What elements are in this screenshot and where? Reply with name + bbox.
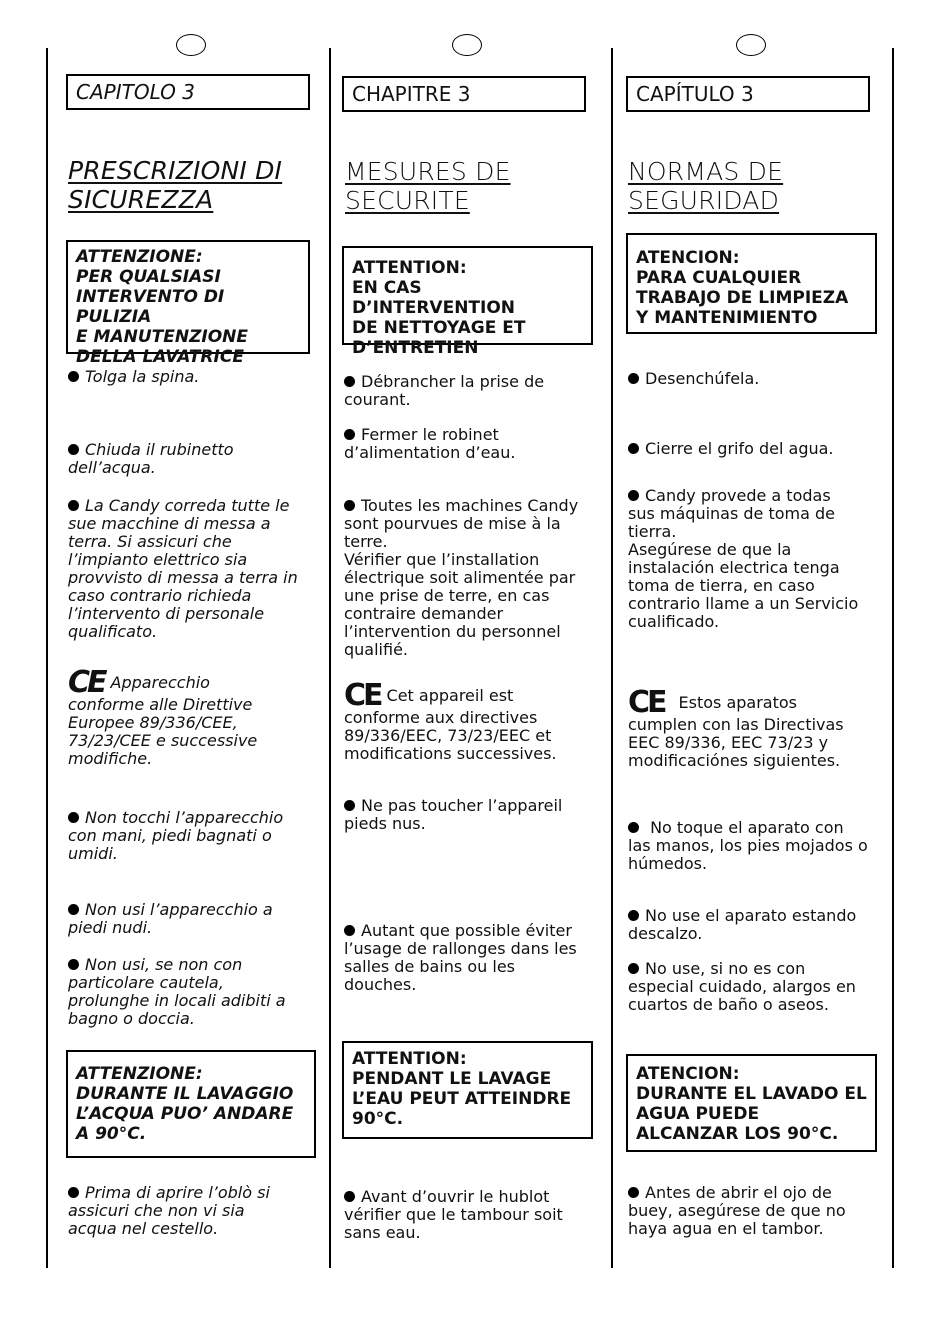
chapter-heading: CAPÍTULO 3 [626,76,870,112]
instruction-wet-hands: No toque el aparato con las manos, los pies mojados o húmedos. [628,818,868,873]
bullet-icon [344,500,355,511]
bullet-icon [344,376,355,387]
language-flag-circle [176,34,206,56]
bullet-icon [68,904,79,915]
instruction-unplug: Débrancher la prise de courant. [344,372,545,409]
bullet-icon [628,490,639,501]
warning-box-cleaning: ATTENTION: EN CAS D’INTERVENTION DE NETTOYAGE ET D’ENTRETIEN [342,246,593,345]
instruction-earthing: Candy provede a todas sus máquinas de toma de tierra. Asegúrese de que la instalación electrica tenga toma de tierra, en caso contrario llame a un Servicio cualificado. [628,486,859,631]
instruction-extensions: No use, si no es con especial cuidado, alargos en cuartos de baño o aseos. [628,959,856,1014]
instruction-close-tap: Chiuda il rubinetto dell’acqua. [68,440,234,477]
bullet-icon [344,429,355,440]
column-divider-left [46,48,48,1268]
instruction-unplug: Tolga la spina. [68,368,199,386]
bullet-icon [628,373,639,384]
bullet-icon [68,959,79,970]
instruction-open-door: Antes de abrir el ojo de buey, asegúrese de que no haya agua en el tambor. [628,1183,846,1238]
column-divider-1 [329,48,331,1268]
warning-box-temperature: ATENCION: DURANTE EL LAVADO EL AGUA PUEDE ALCANZAR LOS 90°C. [626,1054,877,1152]
bullet-icon [628,910,639,921]
instruction-bare-feet: No use el aparato estando descalzo. [628,906,857,943]
ce-compliance: CE Cet appareil est conforme aux directives 89/336/EEC, 73/23/EEC et modifications successives. [344,678,557,763]
language-flag-circle [452,34,482,56]
bullet-icon [628,1187,639,1198]
column-divider-right [892,48,894,1268]
bullet-icon [68,500,79,511]
bullet-icon [68,1187,79,1198]
chapter-heading: CHAPITRE 3 [342,76,586,112]
bullet-icon [344,1191,355,1202]
instruction-bare-feet: Ne pas toucher l’appareil pieds nus. [344,796,563,833]
instruction-earthing: La Candy correda tutte le sue macchine di messa a terra. Si assicuri che l’impianto elettrico sia provvisto di messa a terra in caso contrario richieda l’intervento di personale qualificato. [68,496,298,641]
section-title: PRESCRIZIONI DI SICUREZZA [68,156,283,214]
bullet-icon [68,371,79,382]
instruction-open-door: Prima di aprire l’oblò si assicuri che non vi sia acqua nel cestello. [68,1183,270,1238]
warning-box-cleaning: ATTENZIONE: PER QUALSIASI INTERVENTO DI PULIZIA E MANUTENZIONE DELLA LAVATRICE [66,240,310,354]
section-title: NORMAS DE SEGURIDAD [628,157,784,215]
ce-compliance: CE Estos aparatos cumplen con las Directivas EEC 89/336, EEC 73/23 y modificaciónes siguientes. [628,685,844,770]
ce-compliance: CE Apparecchio conforme alle Direttive Europee 89/336/CEE, 73/23/CEE e successive modifiche. [68,665,258,768]
instruction-wet-hands: Non tocchi l’apparecchio con mani, piedi bagnati o umidi. [68,808,284,863]
instruction-close-tap: Cierre el grifo del agua. [628,440,834,458]
warning-box-temperature: ATTENZIONE: DURANTE IL LAVAGGIO L’ACQUA PUO’ ANDARE A 90°C. [66,1050,316,1158]
bullet-icon [68,812,79,823]
ce-mark-icon: CE [628,685,665,720]
bullet-icon [628,822,639,833]
bullet-icon [628,443,639,454]
chapter-heading: CAPITOLO 3 [66,74,310,110]
column-divider-2 [611,48,613,1268]
ce-mark-icon: CE [68,665,105,700]
instruction-open-door: Avant d’ouvrir le hublot vérifier que le tambour soit sans eau. [344,1187,563,1242]
bullet-icon [628,963,639,974]
instruction-earthing: Toutes les machines Candy sont pourvues de mise à la terre. Vérifier que l’installation électrique soit alimentée par une prise de terre, en cas contraire demander l’intervention du personnel qualifié. [344,496,579,659]
section-title: MESURES DE SECURITE [345,157,511,215]
bullet-icon [344,925,355,936]
bullet-icon [344,800,355,811]
warning-box-cleaning: ATENCION: PARA CUALQUIER TRABAJO DE LIMPIEZA Y MANTENIMIENTO [626,233,877,334]
instruction-bare-feet: Non usi l’apparecchio a piedi nudi. [68,900,273,937]
instruction-extensions: Non usi, se non con particolare cautela, prolunghe in locali adibiti a bagno o doccia. [68,955,286,1028]
bullet-icon [68,444,79,455]
instruction-extensions: Autant que possible éviter l’usage de rallonges dans les salles de bains ou les douches. [344,921,577,994]
language-flag-circle [736,34,766,56]
warning-box-temperature: ATTENTION: PENDANT LE LAVAGE L’EAU PEUT ATTEINDRE 90°C. [342,1041,593,1139]
ce-mark-icon: CE [344,678,381,713]
instruction-close-tap: Fermer le robinet d’alimentation d’eau. [344,425,516,462]
instruction-unplug: Desenchúfela. [628,370,759,388]
